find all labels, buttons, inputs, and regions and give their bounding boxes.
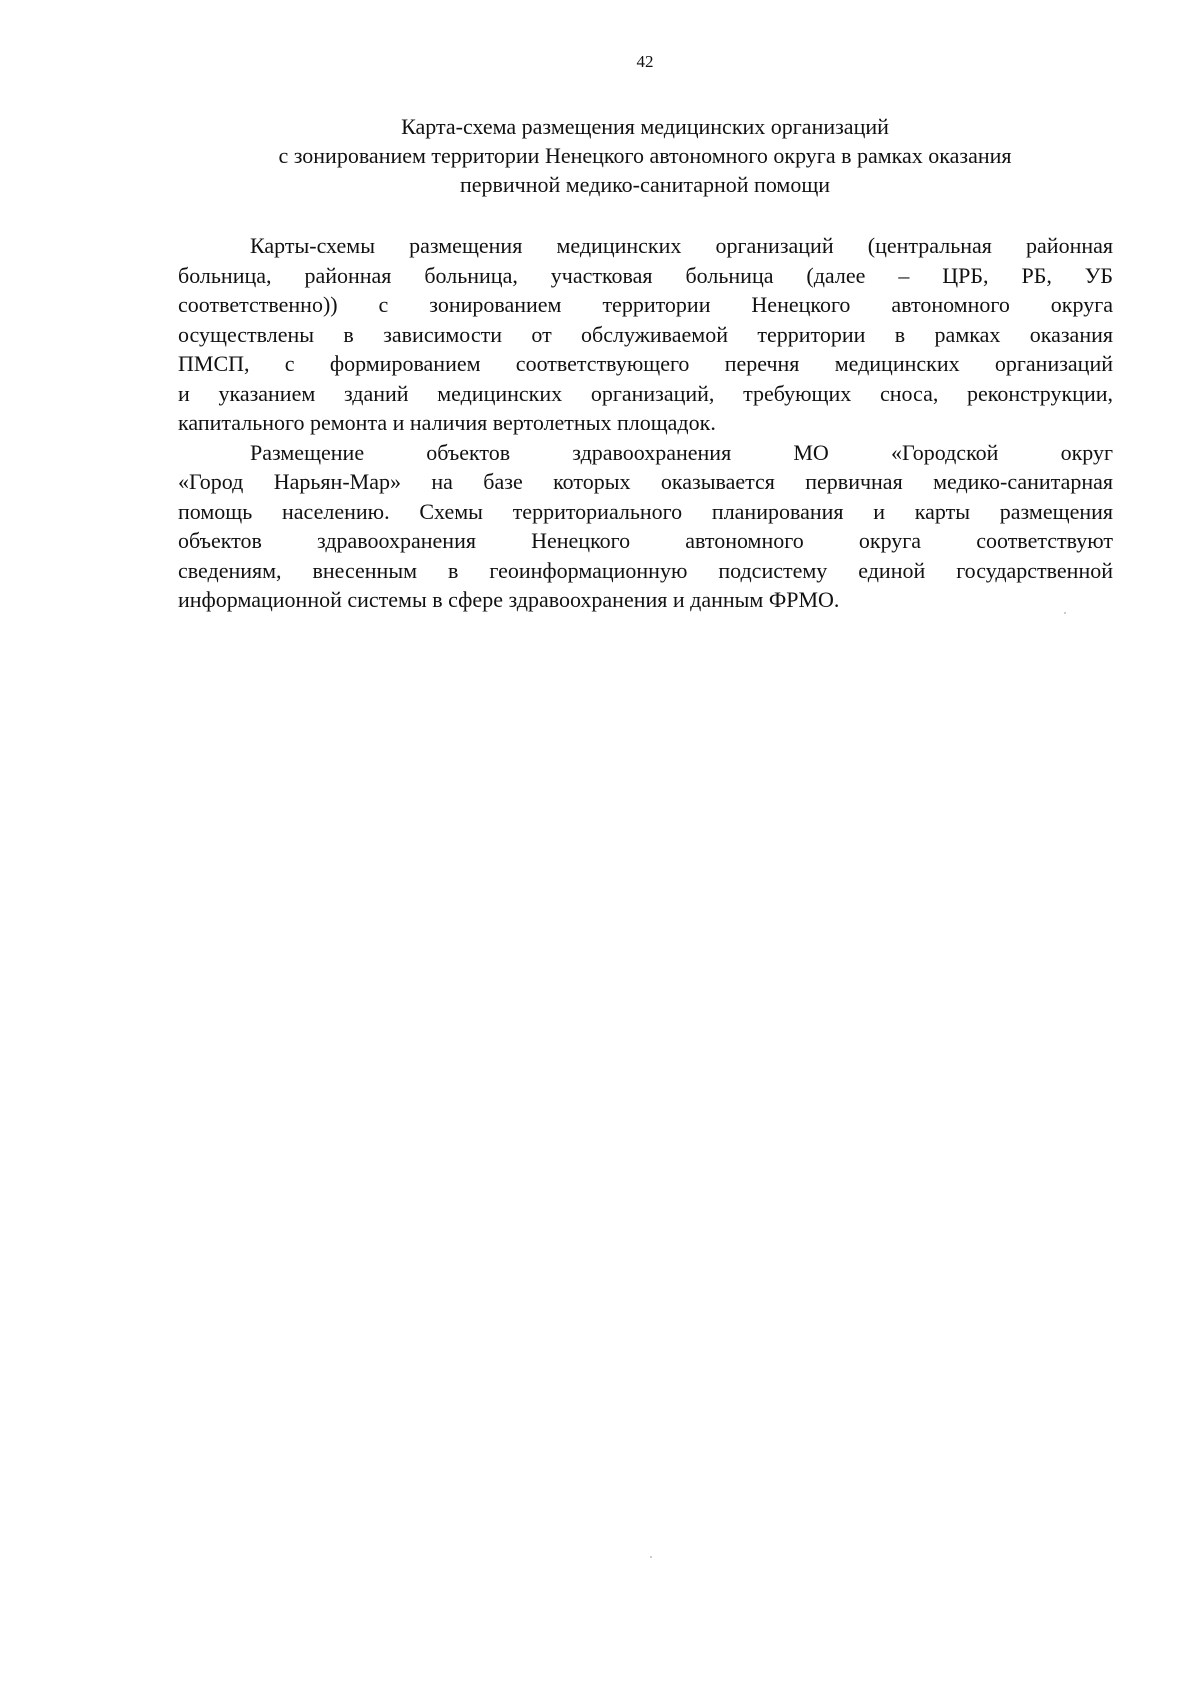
scan-speck: [1064, 612, 1066, 614]
document-body: [178, 231, 1113, 615]
scan-speck: [650, 1556, 652, 1558]
title-line-1: Карта-схема размещения медицинских организаций: [401, 114, 889, 139]
document-title: [178, 112, 1112, 199]
paragraph-2-line-5: сведениям, внесенным в геоинформационную подсистему единой государственной: [178, 557, 1113, 583]
paragraph-1-line-1: Карты-схемы размещения медицинских организаций (центральная районная: [250, 233, 1113, 258]
title-line-2: с зонированием территории Ненецкого автономного округа в рамках оказания: [278, 143, 1012, 168]
paragraph-1-line-3: соответственно)) с зонированием территории Ненецкого автономного округа: [178, 292, 1113, 317]
paragraph-1-line-2: больница, районная больница, участковая больница (далее – ЦРБ, РБ, УБ: [178, 262, 1113, 288]
paragraph-1-line-4: осуществлены в зависимости от обслуживаемой территории в рамках оказания: [178, 321, 1113, 347]
title-line-3: первичной медико-санитарной помощи: [459, 172, 831, 197]
page-number: 42: [636, 52, 654, 71]
paragraph-2-line-4: объектов здравоохранения Ненецкого автономного округа соответствуют: [178, 528, 1113, 553]
paragraph-2-line-3: помощь населению. Схемы территориального планирования и карты размещения: [178, 498, 1113, 524]
paragraph-1: [178, 231, 1113, 438]
paragraph-2-line-6: информационной системы в сфере здравоохранения и данным ФРМО.: [178, 587, 840, 612]
paragraph-2-line-2: «Город Нарьян-Мар» на базе которых оказывается первичная медико-санитарная: [178, 469, 1113, 494]
paragraph-2-line-1: Размещение объектов здравоохранения МО «Городской округ: [250, 439, 1113, 465]
paragraph-1-line-6: и указанием зданий медицинских организаций, требующих сноса, реконструкции,: [178, 380, 1113, 406]
paragraph-1-line-5: ПМСП, с формированием соответствующего перечня медицинских организаций: [178, 351, 1113, 376]
paragraph-2: [178, 438, 1113, 615]
paragraph-1-line-7: капитального ремонта и наличия вертолетных площадок.: [178, 410, 716, 435]
